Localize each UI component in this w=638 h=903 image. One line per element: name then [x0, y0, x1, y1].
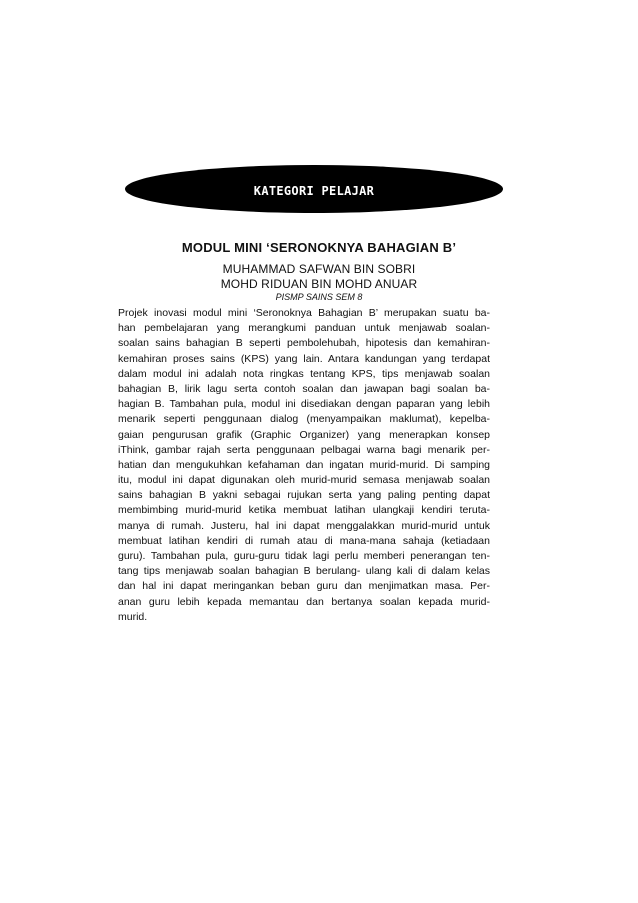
abstract-line: iThink, gambar rajah serta penggunaan pelbagai warna bagi menarik per-	[118, 443, 490, 456]
abstract-line: sains bahagian B yakni sebagai rujukan serta yang paling penting dapat	[118, 489, 490, 502]
category-banner	[125, 165, 503, 213]
abstract-line: hatian dan mengukuhkan kefahaman dan ingatan murid-murid. Di samping	[118, 458, 490, 471]
author-name: MUHAMMAD SAFWAN BIN SOBRI	[222, 262, 416, 276]
abstract-line: membuat latihan kendiri di rumah atau di mana-mana sahaja (ketiadaan	[118, 534, 490, 547]
abstract-line: kemahiran proses sains (KPS) yang lain. Antara kandungan yang terdapat	[118, 352, 490, 365]
abstract-line: manya di rumah. Justeru, hal ini dapat menggalakkan murid-murid untuk	[118, 519, 490, 532]
abstract-line: menarik seperti penggunaan dialog (menyampaikan maklumat), kepelba-	[118, 413, 490, 426]
abstract-line: anan guru lebih kepada memantau dan bertanya soalan kepada murid-	[118, 595, 490, 608]
abstract-line: itu, modul ini dapat digunakan oleh murid-murid semasa menjawab soalan	[118, 474, 490, 487]
abstract-line: gaian pengurusan grafik (Graphic Organizer) yang menerapkan konsep	[118, 428, 490, 441]
abstract-text	[118, 306, 490, 625]
abstract-line: Projek inovasi modul mini ‘Seronoknya Bahagian B’ merupakan suatu ba-	[118, 307, 490, 319]
abstract-line: soalan sains bahagian B seperti pembolehubah, hipotesis dan kemahiran-	[118, 337, 490, 350]
abstract-line: guru). Tambahan pula, guru-guru tidak lagi perlu memberi penerangan ten-	[118, 550, 490, 562]
author-name: MOHD RIDUAN BIN MOHD ANUAR	[220, 277, 418, 291]
abstract-line: membimbing murid-murid ketika membuat latihan ulangkaji kendiri teruta-	[118, 504, 490, 517]
abstract-line: bahagian B, lirik lagu serta contoh soalan dan jawapan bagi soalan ba-	[118, 382, 490, 395]
category-label: KATEGORI PELAJAR	[253, 184, 375, 198]
abstract-line: dalam modul ini adalah nota ringkas tentang KPS, tips menjawab soalan	[118, 367, 490, 380]
article-title: MODUL MINI ‘SERONOKNYA BAHAGIAN B’	[181, 240, 457, 255]
abstract-line: hagian B. Tambahan pula, modul ini disediakan dengan paparan yang lebih	[118, 398, 490, 411]
abstract-line: dan hal ini dapat meringankan beban guru dan menjimatkan masa. Per-	[118, 580, 490, 593]
abstract-line: murid.	[118, 610, 148, 623]
abstract-line: tang tips menjawab soalan bahagian B berulang- ulang kali di dalam kelas	[118, 565, 490, 578]
abstract-line: han pembelajaran yang merangkumi panduan untuk menjawab soalan-	[118, 322, 490, 335]
program-label: PISMP SAINS SEM 8	[275, 292, 363, 302]
